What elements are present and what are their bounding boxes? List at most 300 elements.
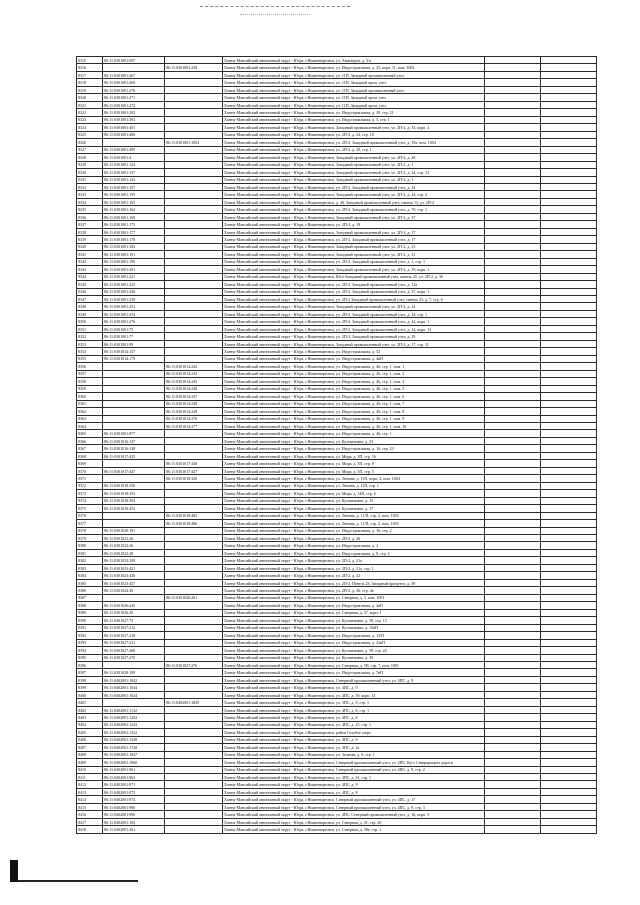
empty-cell [541,497,597,504]
cadastral-number-alt-cell [165,86,223,93]
address-cell: Ханты-Мансийский автономный округ - Югра, г.Нижневартовск, ул. Кузоваткина, д. 15 [223,497,485,504]
empty-cell [485,721,541,728]
empty-cell [485,258,541,265]
empty-cell [541,198,597,205]
cadastral-number-alt-cell [165,759,223,766]
empty-cell [485,781,541,788]
address-cell: Ханты-Мансийский автономный округ - Югра, г.Нижневартовск, ул. 2П-2, Западный промышленный узел, д. 29 [223,333,485,340]
empty-cell [541,766,597,773]
empty-cell [541,699,597,706]
row-number-cell: 8379 [77,535,103,542]
empty-cell [485,445,541,452]
row-number-cell: 8354 [77,348,103,355]
row-number-cell: 8368 [77,452,103,459]
address-cell: Ханты-Мансийский автономный округ - Югра, г.Нижневартовск, ул. Индустриальная, д. 46, стр. 1, пом. 1 [223,363,485,370]
address-cell: Ханты-Мансийский автономный округ - Югра, г.Нижневартовск, ул. 4ПС, Северный промышленный узел, д. 16, корп. 3 [223,811,485,818]
scan-artifact [240,14,310,18]
address-cell: Ханты-Мансийский автономный округ - Югра, г.Нижневартовск, ул. Индустриальная, д. 46, стр. 1, пом. 5 [223,385,485,392]
empty-cell [485,94,541,101]
row-number-cell: 8321 [77,101,103,108]
table-row [77,609,597,616]
table-row [77,632,597,639]
cadastral-number-cell [103,699,165,706]
cadastral-number-cell: 86:11:0301001:409 [103,146,165,153]
cadastral-number-alt-cell: 86:11:0301017:440 [165,460,223,467]
cadastral-number-cell: 86:11:0402001:974 [103,796,165,803]
cadastral-number-cell [103,460,165,467]
row-number-cell: 8365 [77,430,103,437]
address-cell: Ханты-Мансийский автономный округ - Югра, г.Нижневартовск, ул. 2П-2, д. 20, стр. 1 [223,146,485,153]
address-cell: Ханты-Мансийский автономный округ - Югра, г.Нижневартовск, ул. 4ПС, д. 8 [223,788,485,795]
empty-cell [485,774,541,781]
cadastral-number-cell: 86:11:0402001:963 [103,774,165,781]
cadastral-number-alt-cell: 86:11:0301014:249 [165,408,223,415]
cadastral-number-alt-cell [165,774,223,781]
address-cell: Ханты-Мансийский автономный округ - Югра, г.Нижневартовск, ул. Мира, д. 14П, стр. 6 [223,490,485,497]
empty-cell [485,101,541,108]
row-number-cell: 8367 [77,445,103,452]
address-cell: Ханты-Мансийский автономный округ - Югра, г.Нижневартовск, Западный промышленный узел, ул. 2П-2, д. 37 [223,213,485,220]
empty-cell [541,355,597,362]
cadastral-number-cell [103,64,165,71]
cadastral-number-cell [103,661,165,668]
cadastral-number-cell: 86:11:0301001:196 [103,258,165,265]
row-number-cell: 8335 [77,206,103,213]
row-number-cell: 8347 [77,296,103,303]
cadastral-number-cell [103,512,165,519]
empty-cell [541,490,597,497]
cadastral-number-cell: 86:11:0301001:251 [103,303,165,310]
cadastral-number-alt-cell [165,751,223,758]
table-row [77,71,597,78]
address-cell: Ханты-Мансийский автономный округ - Югра, г.Нижневартовск, ул. 11П, Западный промышленный узел [223,86,485,93]
row-number-cell: 8351 [77,325,103,332]
address-cell: Ханты-Мансийский автономный округ - Югра, г.Нижневартовск, Западный промышленный узел, ул. 2П-2, д. 33, корп. 4 [223,124,485,131]
cadastral-number-cell [103,139,165,146]
cadastral-number-alt-cell: 86:11:0301026:261 [165,594,223,601]
address-cell: Ханты-Мансийский автономный округ - Югра, г.Нижневартовск, ул. Северная, д. 37, корп. 1 [223,609,485,616]
cadastral-number-alt-cell: 86:11:0301014:243 [165,370,223,377]
empty-cell [541,647,597,654]
row-number-cell: 8324 [77,124,103,131]
empty-cell [541,393,597,400]
cadastral-number-cell: 86:11:0301001:163 [103,198,165,205]
empty-cell [541,422,597,429]
address-cell: Ханты-Мансийский автономный округ - Югра, г.Нижневартовск, ул. Индустриальная, д. 8, стр. 2 [223,549,485,556]
cadastral-number-cell: 86:11:0301018:394 [103,497,165,504]
cadastral-number-alt-cell: 86:11:0301027:276 [165,661,223,668]
cadastral-number-alt-cell [165,116,223,123]
row-number-cell: 8357 [77,370,103,377]
row-number-cell: 8383 [77,564,103,571]
empty-cell [485,684,541,691]
empty-cell [541,714,597,721]
cadastral-number-alt-cell: 86:11:0301017:447 [165,467,223,474]
cadastral-number-cell: 86:11:0301018:452 [103,505,165,512]
address-cell: Ханты-Мансийский автономный округ - Югра, г.Нижневартовск, ул. Индустриальная, д. 13/П [223,632,485,639]
address-cell: Ханты-Мансийский автономный округ - Югра, г.Нижневартовск, ул. 5ПС, д. 9, стр. 1 [223,699,485,706]
table-row [77,512,597,519]
table-row [77,228,597,235]
cadastral-number-cell [103,363,165,370]
cadastral-number-alt-cell [165,71,223,78]
cadastral-number-alt-cell [165,221,223,228]
cadastral-number-cell: 86:11:0301001:254 [103,310,165,317]
row-number-cell: 8393 [77,639,103,646]
empty-cell [541,191,597,198]
empty-cell [485,154,541,161]
empty-cell [485,602,541,609]
empty-cell [485,437,541,444]
cadastral-number-alt-cell [165,303,223,310]
table-row [77,557,597,564]
cadastral-number-alt-cell [165,811,223,818]
cadastral-number-cell: 86:11:0301020:181 [103,527,165,534]
cadastral-number-alt-cell [165,79,223,86]
table-row [77,602,597,609]
empty-cell [541,430,597,437]
address-cell: Ханты-Мансийский автономный округ - Югра, г.Нижневартовск, ул. 4ПС, д. 2а [223,744,485,751]
address-cell: Ханты-Мансийский автономный округ - Югра, г.Нижневартовск, Северный промышленный узел, ул. 4ПС, д. 9, стр. 3 [223,803,485,810]
cadastral-number-alt-cell [165,348,223,355]
address-cell: Ханты-Мансийский автономный округ - Югра, г.Нижневартовск, Западный промышленный узел, ул. 2П-2, д. 48 [223,154,485,161]
table-row [77,333,597,340]
row-number-cell: 8418 [77,826,103,833]
empty-cell [541,475,597,482]
empty-cell [485,281,541,288]
address-cell: Ханты-Мансийский автономный округ - Югра, г.Нижневартовск, ул. Индустриальная, д. 4вП [223,602,485,609]
empty-cell [541,109,597,116]
empty-cell [541,310,597,317]
table-row [77,527,597,534]
empty-cell [541,86,597,93]
table-row [77,624,597,631]
empty-cell [485,706,541,713]
table-row [77,467,597,474]
table-row [77,251,597,258]
table-row [77,744,597,751]
row-number-cell: 8417 [77,818,103,825]
table-row [77,161,597,168]
cadastral-number-alt-cell: 86:11:0301014:242 [165,363,223,370]
empty-cell [541,243,597,250]
table-row [77,318,597,325]
table-row [77,325,597,332]
cadastral-number-alt-cell [165,535,223,542]
address-cell: Ханты-Мансийский автономный округ - Югра, г.Нижневартовск, ул. 2П-2, д. 24, стр. 10 [223,131,485,138]
row-number-cell: 8353 [77,340,103,347]
row-number-cell: 8408 [77,751,103,758]
empty-cell [485,228,541,235]
cadastral-number-cell [103,400,165,407]
row-number-cell: 8315 [77,57,103,64]
address-cell: Ханты-Мансийский автономный округ - Югра, г.Нижневартовск, ул. 2П-2, Западный промышленный узел, д. 12а [223,281,485,288]
cadastral-number-alt-cell [165,527,223,534]
empty-cell [541,460,597,467]
empty-cell [541,124,597,131]
cadastral-number-alt-cell [165,632,223,639]
address-cell: Ханты-Мансийский автономный округ - Югра, г.Нижневартовск, ул. 2П-2, д. 21а, стр. 1 [223,564,485,571]
cadastral-number-cell: 86:11:0301001:507 [103,57,165,64]
table-row [77,385,597,392]
table-row [77,594,597,601]
address-cell: Ханты-Мансийский автономный округ - Югра, г.Нижневартовск, ул. 2П-2, Панель 23, Западный промузел, д. 39 [223,579,485,586]
empty-cell [485,811,541,818]
address-cell: Ханты-Мансийский автономный округ - Югра, г.Нижневартовск, ул. 2П-2, Западный промышленный узел, д. 24, корп. 13 [223,325,485,332]
table-row [77,64,597,71]
address-cell: Ханты-Мансийский автономный округ - Югра, г.Нижневартовск, Западный промышленный узел, ул. 2П-2, д. 44, стр. 2 [223,191,485,198]
cadastral-number-cell: 86:11:0301027:218 [103,632,165,639]
table-row [77,236,597,243]
cadastral-number-alt-cell [165,572,223,579]
empty-cell [485,198,541,205]
empty-cell [541,467,597,474]
empty-cell [485,288,541,295]
address-cell: Ханты-Мансийский автономный округ - Югра, г.Нижневартовск, ул. 4ПС, д. 9 [223,781,485,788]
empty-cell [541,564,597,571]
table-row [77,116,597,123]
row-number-cell: 8331 [77,176,103,183]
cadastral-number-cell: 86:11:0301001:223 [103,281,165,288]
row-number-cell: 8381 [77,549,103,556]
address-cell: Ханты-Мансийский автономный округ - Югра, г.Нижневартовск, ул. 4ПС, д. 25, стр. 1 [223,721,485,728]
table-row [77,258,597,265]
table-row [77,191,597,198]
empty-cell [541,236,597,243]
table-row [77,213,597,220]
row-number-cell: 8332 [77,183,103,190]
cadastral-number-cell: 86:11:0402001:961 [103,766,165,773]
row-number-cell: 8364 [77,422,103,429]
cadastral-number-alt-cell: 86:11:0301014:247 [165,393,223,400]
cadastral-number-cell: 86:11:0301001:168 [103,213,165,220]
row-number-cell: 8344 [77,273,103,280]
empty-cell [485,251,541,258]
empty-cell [541,617,597,624]
row-number-cell: 8323 [77,116,103,123]
empty-cell [541,594,597,601]
table-row [77,535,597,542]
cadastral-number-cell: 86:11:0402001:971 [103,781,165,788]
cadastral-number-cell: 86:11:0301022:28 [103,549,165,556]
address-cell: Ханты-Мансийский автономный округ - Югра, г.Нижневартовск, ул. 4ПС, д. 31, стр. 1 [223,774,485,781]
empty-cell [485,512,541,519]
cadastral-number-cell: 86:11:0301001:267 [103,71,165,78]
cadastral-number-cell: 86:11:0301001:401 [103,124,165,131]
table-row [77,273,597,280]
table-row [77,520,597,527]
empty-cell [485,355,541,362]
empty-cell [541,557,597,564]
empty-cell [541,281,597,288]
cadastral-number-alt-cell [165,452,223,459]
address-cell: Ханты-Мансийский автономный округ - Югра, г.Нижневартовск, ул. Северная, д. 31, стр. 20 [223,818,485,825]
address-cell: Ханты-Мансийский автономный округ - Югра, г.Нижневартовск, ул. 2П-2, Западный промышленный узел, д. 19а, пом. 1004 [223,139,485,146]
row-number-cell: 8330 [77,169,103,176]
cadastral-number-cell: 86:11:0301001:77 [103,333,165,340]
table-row [77,714,597,721]
address-cell: Ханты-Мансийский автономный округ - Югра, г.Нижневартовск, ул. Ленина, д. 11П, стр. 1 [223,482,485,489]
row-number-cell: 8336 [77,213,103,220]
address-cell: Ханты-Мансийский автономный округ - Югра, г.Нижневартовск, ул. 4ПС, д. 39, корп. 13 [223,691,485,698]
address-cell: Ханты-Мансийский автономный округ - Югра, г.Нижневартовск, ул. 4ПС, д. 8 [223,714,485,721]
cadastral-number-alt-cell [165,729,223,736]
table-row [77,729,597,736]
cadastral-number-cell: 86:11:0301027:268 [103,647,165,654]
table-row [77,400,597,407]
table-row [77,183,597,190]
cadastral-number-cell: 86:11:0301018:353 [103,490,165,497]
address-cell: Ханты-Мансийский автономный округ - Югра, г.Нижневартовск, ул. Индустриальная, д. 46, стр. 1, пом. 2 [223,370,485,377]
cadastral-number-alt-cell [165,340,223,347]
cadastral-number-cell [103,422,165,429]
address-cell: Ханты-Мансийский автономный округ - Югра, г.Нижневартовск, Западный промышленный узел, ул. 2П-2, д. 21 [223,251,485,258]
empty-cell [485,579,541,586]
address-cell: Ханты-Мансийский автономный округ - Югра, г.Нижневартовск, ул. Кузоваткина, д. 39, стр. 13 [223,617,485,624]
empty-cell [541,400,597,407]
address-cell: Ханты-Мансийский автономный округ - Югра, г.Нижневартовск, Западный промышленный узел, ул. 2П-2, д. 23 [223,243,485,250]
empty-cell [541,408,597,415]
address-cell: Ханты-Мансийский автономный округ - Югра, г.Нижневартовск, ул. Индустриальная, д. 46, стр. 1, пом. 8 [223,408,485,415]
empty-cell [541,370,597,377]
empty-cell [541,788,597,795]
empty-cell [485,363,541,370]
table-row [77,131,597,138]
empty-cell [541,729,597,736]
address-cell: Ханты-Мансийский автономный округ - Югра, г.Нижневартовск, ул. Северная, д. 38а, стр. 1 [223,826,485,833]
empty-cell [541,774,597,781]
empty-cell [485,221,541,228]
table-row [77,288,597,295]
address-cell: Ханты-Мансийский автономный округ - Югра, г.Нижневартовск, ул. 2П-2, Западный промышленный узел, д. 70, стр. 1 [223,206,485,213]
row-number-cell: 8343 [77,266,103,273]
empty-cell [541,654,597,661]
cadastral-number-alt-cell [165,288,223,295]
address-cell: Ханты-Мансийский автономный округ - Югра, г.Нижневартовск, ул. 4ПС, д. 9 [223,736,485,743]
row-number-cell: 8404 [77,721,103,728]
row-number-cell: 8341 [77,251,103,258]
address-cell: Ханты-Мансийский автономный округ - Югра, г.Нижневартовск, район Голубое озеро [223,729,485,736]
cadastral-number-cell: 86:11:0301001:184 [103,243,165,250]
table-row [77,542,597,549]
property-register-table [76,56,597,834]
row-number-cell: 8371 [77,475,103,482]
table-row [77,759,597,766]
empty-cell [485,699,541,706]
empty-cell [541,183,597,190]
row-number-cell: 8399 [77,684,103,691]
empty-cell [485,490,541,497]
empty-cell [541,176,597,183]
row-number-cell: 8319 [77,86,103,93]
empty-cell [485,617,541,624]
address-cell: Ханты-Мансийский автономный округ - Югра, г.Нижневартовск, ул. Индустриальная, д. 7вП [223,669,485,676]
empty-cell [485,169,541,176]
address-cell: Ханты-Мансийский автономный округ - Югра, г.Нижневартовск, ул. Кузоваткина, д. 23 [223,437,485,444]
cadastral-number-alt-cell [165,176,223,183]
empty-cell [485,176,541,183]
cadastral-number-cell: 86:11:0301001:877 [103,430,165,437]
table-row [77,549,597,556]
table-row [77,348,597,355]
empty-cell [485,303,541,310]
cadastral-number-alt-cell [165,639,223,646]
row-number-cell: 8370 [77,467,103,474]
table-row [77,617,597,624]
cadastral-number-cell: 86:11:0402001:1202 [103,714,165,721]
empty-cell [541,527,597,534]
table-row [77,684,597,691]
table-row [77,699,597,706]
cadastral-number-alt-cell: 86:11:0301018:320 [165,475,223,482]
row-number-cell: 8414 [77,796,103,803]
row-number-cell: 8326 [77,139,103,146]
row-number-cell: 8384 [77,572,103,579]
empty-cell [541,348,597,355]
address-cell: Ханты-Мансийский автономный округ - Югра, г.Нижневартовск, Западный промышленный узел, ул. 2П-2, д. 19, корп. 1 [223,266,485,273]
row-number-cell: 8355 [77,355,103,362]
cadastral-number-alt-cell [165,236,223,243]
address-cell: Ханты-Мансийский автономный округ - Югра, г.Нижневартовск, ул. 2П-2, Западный промышленный узел, д. 34 [223,183,485,190]
cadastral-number-alt-cell: 86:11:0301014:246 [165,385,223,392]
empty-cell [485,266,541,273]
empty-cell [485,535,541,542]
row-number-cell: 8349 [77,310,103,317]
empty-cell [541,706,597,713]
cadastral-number-alt-cell [165,310,223,317]
table-row [77,340,597,347]
row-number-cell: 8363 [77,415,103,422]
address-cell: Ханты-Мансийский автономный округ - Югра, г.Нижневартовск, ул. 2П-2, д. 26 [223,535,485,542]
row-number-cell: 8389 [77,609,103,616]
scan-corner-line [18,880,138,882]
cadastral-number-alt-cell: 86:11:0301018:486 [165,520,223,527]
empty-cell [541,251,597,258]
cadastral-number-cell: 86:11:0402001:184 [103,818,165,825]
table-row [77,415,597,422]
empty-cell [541,116,597,123]
table-row [77,811,597,818]
table-row [77,766,597,773]
empty-cell [541,318,597,325]
empty-cell [541,385,597,392]
empty-cell [541,602,597,609]
cadastral-number-alt-cell [165,497,223,504]
cadastral-number-alt-cell [165,654,223,661]
empty-cell [541,624,597,631]
row-number-cell: 8415 [77,803,103,810]
empty-cell [485,564,541,571]
table-body [77,57,597,834]
empty-cell [485,422,541,429]
table-row [77,788,597,795]
table-row [77,706,597,713]
empty-cell [485,609,541,616]
empty-cell [541,79,597,86]
table-row [77,101,597,108]
empty-cell [485,57,541,64]
empty-cell [541,549,597,556]
empty-cell [541,266,597,273]
address-cell: Ханты-Мансийский автономный округ - Югра, г.Нижневартовск, ул. Кузоваткина, д. 39, стр. 24 [223,647,485,654]
row-number-cell: 8409 [77,759,103,766]
empty-cell [541,228,597,235]
cadastral-number-alt-cell [165,691,223,698]
cadastral-number-alt-cell [165,57,223,64]
table-row [77,266,597,273]
empty-cell [485,273,541,280]
empty-cell [485,139,541,146]
